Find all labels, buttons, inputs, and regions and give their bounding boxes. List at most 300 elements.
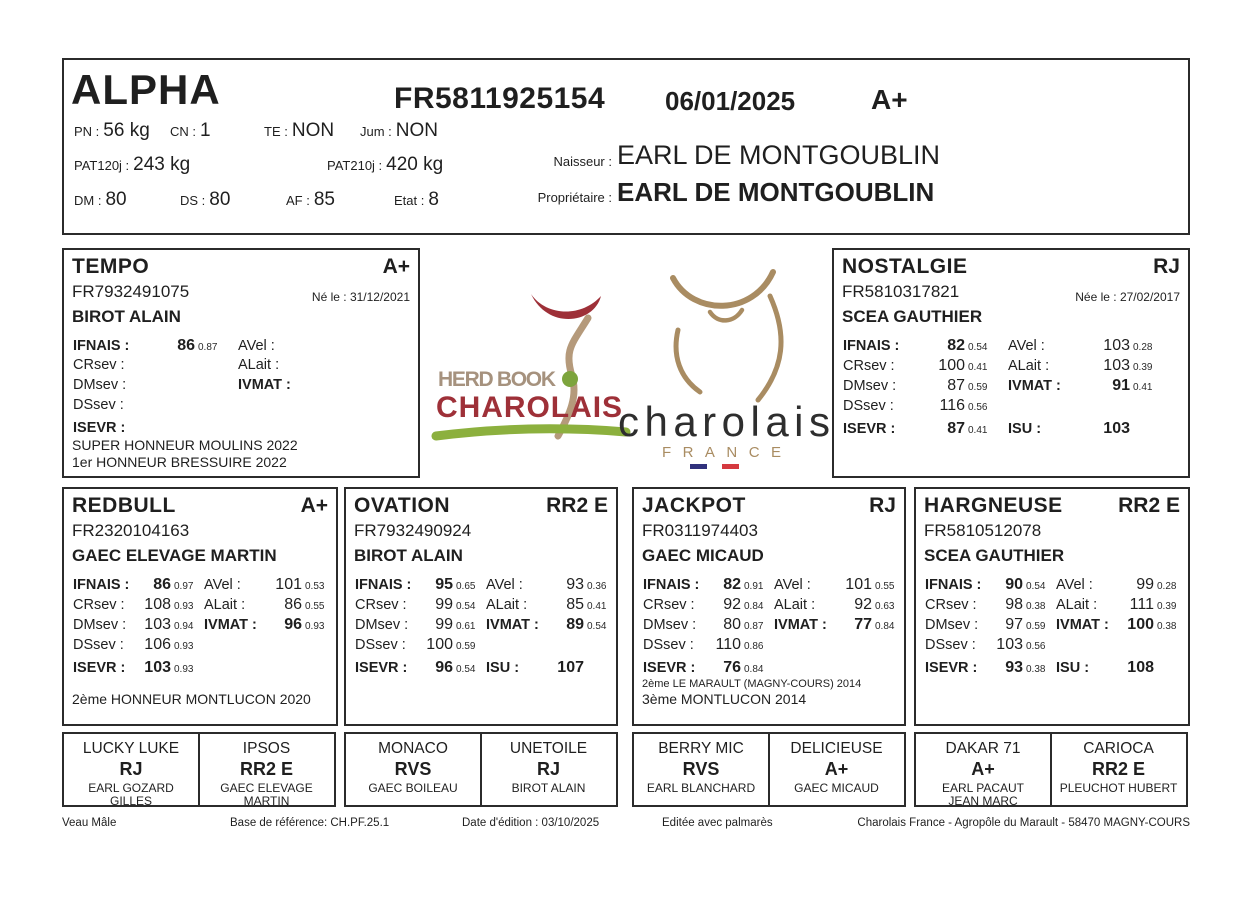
index-row	[643, 576, 900, 596]
index-accuracy: 0.54	[968, 342, 988, 353]
index-accuracy: 0.39	[1157, 601, 1177, 612]
palmares-line: 2ème LE MARAULT (MAGNY-COURS) 2014	[642, 678, 862, 690]
gp-name: CARIOCA	[1083, 740, 1154, 757]
gp-name: DAKAR 71	[945, 740, 1021, 757]
ancestor-owner: SCEA GAUTHIER	[842, 307, 983, 326]
index-label: DMsev :	[355, 617, 409, 633]
index-row	[925, 636, 1184, 656]
ancestor-qualification: RJ	[869, 494, 896, 517]
index-accuracy: 0.65	[456, 581, 476, 592]
index-accuracy: 0.38	[1157, 621, 1177, 632]
index-accuracy: 0.93	[174, 641, 194, 652]
gp-owner-line: MARTIN	[243, 794, 290, 808]
index-label: IFNAIS :	[73, 338, 130, 354]
index-value: 100	[938, 357, 965, 374]
gp-qualification: A+	[971, 759, 995, 779]
ancestor-name: OVATION	[354, 494, 451, 517]
green-dot-icon	[562, 371, 578, 387]
gp-owner-line: EARL GOZARD	[88, 781, 174, 795]
footer-palmares-note: Editée avec palmarès	[662, 817, 773, 829]
great-grandparent-box	[914, 732, 1052, 807]
gp-name: MONACO	[378, 740, 448, 757]
palmares-line: 2ème HONNEUR MONTLUCON 2020	[72, 691, 311, 707]
gp-qualification: RVS	[394, 759, 432, 779]
index-accuracy: 0.93	[305, 621, 325, 632]
index-value: 111	[1129, 596, 1154, 613]
index-row	[73, 636, 332, 656]
index-accuracy: 0.93	[174, 601, 194, 612]
palmares	[642, 677, 898, 708]
index-table	[925, 576, 1184, 679]
index-accuracy: 0.87	[744, 621, 764, 632]
index-value: 92	[854, 596, 872, 613]
index-accuracy: 0.41	[968, 362, 988, 373]
index-accuracy: 0.86	[744, 641, 764, 652]
palmares	[72, 691, 330, 708]
index-label: DMsev :	[925, 617, 979, 633]
index-label: AVel :	[1056, 577, 1093, 593]
header-stat	[180, 189, 230, 211]
index-row	[925, 659, 1184, 679]
index-label: AVel :	[486, 577, 523, 593]
animal-name: ALPHA	[71, 66, 221, 113]
index-accuracy: 0.38	[1026, 601, 1046, 612]
ancestor-box-dam	[832, 248, 1190, 478]
index-label: ALait :	[486, 597, 528, 613]
ancestor-box-sire-sire	[62, 487, 338, 726]
index-value: 82	[947, 337, 965, 354]
header-stat	[286, 189, 335, 211]
animal-id: FR5811925154	[394, 82, 606, 115]
ancestor-box-sire-dam	[344, 487, 618, 726]
index-row	[643, 636, 900, 656]
index-value: 106	[144, 636, 171, 653]
header-box	[62, 58, 1190, 235]
gp-owner-line: BIROT ALAIN	[511, 781, 586, 795]
ancestor-birthdate: Né le : 31/12/2021	[311, 290, 410, 304]
ancestor-box-dam-dam	[914, 487, 1190, 726]
footer-edition-date: Date d'édition : 03/10/2025	[462, 817, 600, 829]
index-label: CRsev :	[643, 597, 695, 613]
index-label: DMsev :	[73, 617, 127, 633]
herd-book-charolais-text: CHAROLAIS	[436, 391, 622, 424]
index-label: DSsev :	[355, 637, 406, 653]
logos-area	[420, 248, 832, 478]
index-label: IFNAIS :	[73, 577, 130, 593]
index-row	[73, 616, 332, 636]
index-table	[643, 576, 900, 679]
index-value: 89	[566, 616, 584, 633]
ancestor-id: FR5810317821	[842, 282, 960, 301]
index-value: 103	[1103, 420, 1130, 437]
ancestor-owner: GAEC MICAUD	[642, 546, 764, 565]
index-accuracy: 0.28	[1133, 342, 1153, 353]
index-row	[843, 420, 1184, 440]
proprietaire-label: Propriétaire :	[537, 190, 612, 205]
index-label: IFNAIS :	[643, 577, 700, 593]
index-row	[355, 659, 612, 679]
index-value: 91	[1112, 377, 1130, 394]
ancestor-name: JACKPOT	[642, 494, 746, 517]
gp-owner	[770, 782, 904, 795]
index-label: ALait :	[238, 357, 280, 373]
index-label: IVMAT :	[1008, 378, 1061, 394]
index-label: ISEVR :	[925, 660, 978, 676]
index-label: IVMAT :	[204, 617, 257, 633]
index-accuracy: 0.84	[744, 601, 764, 612]
index-accuracy: 0.54	[1026, 581, 1046, 592]
footer-sex: Veau Mâle	[62, 817, 117, 829]
index-row	[73, 596, 332, 616]
index-row	[73, 337, 414, 357]
ancestor-owner: SCEA GAUTHIER	[924, 546, 1065, 565]
index-label: DMsev :	[843, 378, 897, 394]
index-value: 100	[426, 636, 453, 653]
index-value: 110	[715, 636, 741, 653]
index-accuracy: 0.93	[174, 664, 194, 675]
flag-blue-icon	[690, 464, 707, 469]
index-accuracy: 0.53	[305, 581, 325, 592]
index-label: IVMAT :	[1056, 617, 1109, 633]
index-accuracy: 0.84	[875, 621, 895, 632]
index-value: 99	[1136, 576, 1154, 593]
index-accuracy: 0.55	[875, 581, 895, 592]
index-value: 80	[723, 616, 741, 633]
stat-value: NON	[395, 120, 439, 141]
index-row	[843, 337, 1184, 357]
index-value: 107	[557, 659, 584, 676]
index-row	[73, 357, 414, 377]
stat-value: 85	[313, 189, 335, 210]
index-value: 77	[854, 616, 872, 633]
index-row	[643, 596, 900, 616]
gp-owner-line: GAEC ELEVAGE	[220, 781, 313, 795]
index-row	[355, 596, 612, 616]
stat-value: 1	[200, 120, 211, 141]
gp-owner-line: JEAN MARC	[948, 794, 1018, 808]
ancestor-id: FR5810512078	[924, 521, 1042, 540]
index-value: 103	[1103, 337, 1130, 354]
ancestor-owner: BIROT ALAIN	[354, 546, 463, 565]
ancestor-birthdate: Née le : 27/02/2017	[1075, 290, 1180, 304]
index-accuracy: 0.39	[1133, 362, 1153, 373]
index-value: 99	[435, 616, 453, 633]
index-label: CRsev :	[843, 358, 895, 374]
green-swoosh-icon	[436, 429, 626, 436]
index-label: AVel :	[204, 577, 241, 593]
index-label: ALait :	[774, 597, 816, 613]
index-row	[73, 397, 414, 417]
gp-owner	[916, 782, 1050, 808]
palmares-line: 3ème MONTLUCON 2014	[642, 691, 807, 707]
cow-horns-icon	[531, 294, 601, 319]
stat-label: PAT210j :	[327, 158, 383, 173]
ancestor-qualification: RR2 E	[1118, 494, 1180, 517]
index-accuracy: 0.87	[198, 342, 218, 353]
stat-label: AF :	[286, 193, 310, 208]
index-value: 95	[435, 576, 453, 593]
stat-value: 8	[428, 189, 439, 210]
index-value: 86	[177, 337, 195, 354]
stat-value: 80	[209, 189, 231, 210]
footer-reference-base: Base de référence: CH.PF.25.1	[230, 817, 390, 829]
index-label: ISEVR :	[643, 660, 696, 676]
index-accuracy: 0.61	[456, 621, 476, 632]
index-label: ALait :	[1008, 358, 1050, 374]
index-label: AVel :	[1008, 338, 1045, 354]
ancestor-qualification: RR2 E	[546, 494, 608, 517]
ancestor-box-dam-sire	[632, 487, 906, 726]
cow-muzzle-icon	[710, 310, 742, 320]
gp-name: BERRY MIC	[658, 740, 744, 757]
ancestor-name: HARGNEUSE	[924, 494, 1063, 517]
index-label: ISEVR :	[355, 660, 408, 676]
palmares-line: SUPER HONNEUR MOULINS 2022	[72, 437, 298, 453]
index-accuracy: 0.41	[968, 425, 988, 436]
ancestor-id: FR7932491075	[72, 282, 190, 301]
gp-owner-line: GAEC MICAUD	[794, 781, 879, 795]
index-row	[355, 636, 612, 656]
index-row	[643, 659, 900, 679]
index-row	[925, 616, 1184, 636]
gp-qualification: RR2 E	[1091, 759, 1145, 779]
index-label: IFNAIS :	[925, 577, 982, 593]
index-value: 103	[996, 636, 1023, 653]
charolais-france-logo	[618, 272, 830, 469]
index-table	[843, 337, 1184, 440]
gp-qualification: RR2 E	[239, 759, 293, 779]
footer-organisation-address: Charolais France - Agropôle du Marault - 58470 MAGNY-COURS	[857, 817, 1190, 829]
index-value: 76	[723, 659, 741, 676]
great-grandparent-box	[768, 732, 906, 807]
header-stat	[360, 120, 438, 142]
gp-owner	[346, 782, 480, 795]
great-grandparent-box	[344, 732, 482, 807]
index-label: ALait :	[204, 597, 246, 613]
ancestor-owner: GAEC ELEVAGE MARTIN	[72, 546, 277, 565]
index-accuracy: 0.54	[456, 664, 476, 675]
ancestor-id: FR0311974403	[642, 521, 758, 540]
index-value: 87	[947, 377, 965, 394]
index-label: DSsev :	[843, 398, 894, 414]
index-accuracy: 0.63	[875, 601, 895, 612]
index-value: 93	[566, 576, 584, 593]
header-stat	[264, 120, 334, 142]
proprietaire-value: EARL DE MONTGOUBLIN	[617, 177, 935, 207]
gp-owner	[200, 782, 334, 808]
stat-value: 80	[105, 189, 127, 210]
gp-owner-line: GAEC BOILEAU	[368, 781, 458, 795]
stat-label: DS :	[180, 193, 206, 208]
index-value: 98	[1005, 596, 1023, 613]
index-row	[843, 377, 1184, 397]
birth-date: 06/01/2025	[665, 86, 796, 116]
ancestor-owner: BIROT ALAIN	[72, 307, 181, 326]
index-accuracy: 0.59	[1026, 621, 1046, 632]
index-accuracy: 0.59	[456, 641, 476, 652]
index-label: ALait :	[1056, 597, 1098, 613]
great-grandparent-box	[480, 732, 618, 807]
index-value: 87	[947, 420, 965, 437]
index-row	[355, 616, 612, 636]
index-value: 101	[845, 576, 872, 593]
ancestor-id: FR2320104163	[72, 521, 190, 540]
gp-owner-line: PLEUCHOT HUBERT	[1059, 781, 1178, 795]
great-grandparent-pair	[62, 732, 336, 807]
index-row	[843, 397, 1184, 417]
index-accuracy: 0.28	[1157, 581, 1177, 592]
header-stat	[170, 120, 211, 142]
stat-label: Etat :	[394, 193, 425, 208]
index-label: CRsev :	[355, 597, 407, 613]
index-label: ISU :	[1008, 421, 1042, 437]
index-table	[355, 576, 612, 679]
index-label: CRsev :	[925, 597, 977, 613]
index-value: 103	[1103, 357, 1130, 374]
ancestor-qualification: A+	[300, 494, 328, 517]
gp-qualification: A+	[824, 759, 849, 779]
great-grandparent-pair	[914, 732, 1188, 807]
index-value: 100	[1127, 616, 1154, 633]
great-grandparent-box	[62, 732, 200, 807]
index-label: DMsev :	[643, 617, 697, 633]
stat-label: TE :	[264, 124, 288, 139]
index-label: CRsev :	[73, 597, 125, 613]
ancestor-id: FR7932490924	[354, 521, 472, 540]
header-stat	[74, 189, 127, 211]
index-label: IVMAT :	[238, 377, 291, 393]
index-label: IVMAT :	[486, 617, 539, 633]
index-table	[73, 337, 414, 440]
france-text: FRANCE	[662, 444, 788, 461]
index-value: 103	[144, 659, 171, 676]
index-label: IFNAIS :	[843, 338, 900, 354]
header-stat	[327, 154, 443, 176]
header-stat	[74, 120, 150, 142]
index-label: CRsev :	[73, 357, 125, 373]
charolais-logos	[420, 248, 832, 478]
index-value: 86	[284, 596, 302, 613]
gp-qualification: RVS	[682, 759, 720, 779]
cow-head-top-icon	[673, 272, 773, 306]
ancestor-name: REDBULL	[72, 494, 176, 517]
stat-value: 243 kg	[133, 154, 191, 175]
index-value: 82	[723, 576, 741, 593]
header-stat	[394, 189, 439, 211]
index-label: ISEVR :	[843, 421, 896, 437]
index-value: 93	[1005, 659, 1023, 676]
index-label: AVel :	[238, 338, 275, 354]
gp-qualification: RJ	[119, 759, 143, 779]
index-value: 92	[723, 596, 741, 613]
great-grandparent-box	[632, 732, 770, 807]
header-stat	[74, 154, 190, 176]
stat-value: 420 kg	[386, 154, 444, 175]
herd-book-text: HERD BOOK	[438, 368, 556, 391]
index-value: 116	[939, 397, 965, 414]
charolais-text: charolais	[618, 398, 830, 445]
index-row	[355, 576, 612, 596]
index-label: IVMAT :	[774, 617, 827, 633]
stat-value: NON	[291, 120, 335, 141]
stat-label: CN :	[170, 124, 196, 139]
index-row	[925, 576, 1184, 596]
index-accuracy: 0.84	[744, 664, 764, 675]
index-label: DSsev :	[73, 637, 124, 653]
gp-owner	[482, 782, 616, 795]
great-grandparent-pair	[344, 732, 618, 807]
ancestor-qualification: RJ	[1153, 255, 1180, 278]
index-label: ISU :	[486, 660, 520, 676]
naisseur-value: EARL DE MONTGOUBLIN	[617, 140, 941, 170]
index-value: 108	[1127, 659, 1154, 676]
index-row	[925, 596, 1184, 616]
gp-name: IPSOS	[242, 740, 291, 757]
gp-owner-line: GILLES	[109, 794, 153, 808]
gp-owner-line: EARL BLANCHARD	[646, 781, 756, 795]
index-accuracy: 0.59	[968, 382, 988, 393]
index-row	[73, 377, 414, 397]
index-label: DSsev :	[925, 637, 976, 653]
index-value: 85	[566, 596, 584, 613]
gp-name: UNETOILE	[509, 740, 588, 757]
ancestor-qualification: A+	[382, 255, 410, 278]
ancestor-box-sire	[62, 248, 420, 478]
great-grandparent-pair	[632, 732, 906, 807]
stat-label: PN :	[74, 124, 100, 139]
index-accuracy: 0.41	[587, 601, 607, 612]
index-value: 90	[1005, 576, 1023, 593]
gp-qualification: RJ	[536, 759, 560, 779]
herd-book-charolais-logo	[436, 294, 626, 436]
ancestor-name: NOSTALGIE	[842, 255, 968, 278]
flag-red-icon	[722, 464, 739, 469]
index-accuracy: 0.91	[744, 581, 764, 592]
cow-neck-icon	[758, 296, 781, 400]
index-label: ISEVR :	[73, 660, 126, 676]
stat-label: Jum :	[360, 124, 392, 139]
gp-owner-line: EARL PACAUT	[941, 781, 1025, 795]
gp-owner	[634, 782, 768, 795]
index-value: 108	[144, 596, 171, 613]
index-value: 97	[1005, 616, 1023, 633]
index-accuracy: 0.54	[587, 621, 607, 632]
index-accuracy: 0.94	[174, 621, 194, 632]
index-accuracy: 0.41	[1133, 382, 1153, 393]
index-row	[73, 659, 332, 679]
index-table	[73, 576, 332, 679]
palmares-line: 1er HONNEUR BRESSUIRE 2022	[72, 454, 287, 470]
index-value: 99	[435, 596, 453, 613]
index-row	[843, 357, 1184, 377]
index-value: 96	[284, 616, 302, 633]
index-value: 101	[275, 576, 302, 593]
qualification-badge: A+	[871, 84, 908, 115]
naisseur-label: Naisseur :	[553, 154, 612, 169]
gp-name: LUCKY LUKE	[82, 740, 180, 757]
index-accuracy: 0.54	[456, 601, 476, 612]
stat-label: PAT120j :	[74, 158, 130, 173]
stat-label: DM :	[74, 193, 102, 208]
gp-owner	[64, 782, 198, 808]
gp-name: DELICIEUSE	[790, 740, 883, 757]
index-label: DSsev :	[73, 397, 124, 413]
palmares	[72, 437, 412, 471]
index-accuracy: 0.36	[587, 581, 607, 592]
index-row	[73, 576, 332, 596]
ancestor-name: TEMPO	[72, 255, 150, 278]
stat-value: 56 kg	[103, 120, 150, 141]
